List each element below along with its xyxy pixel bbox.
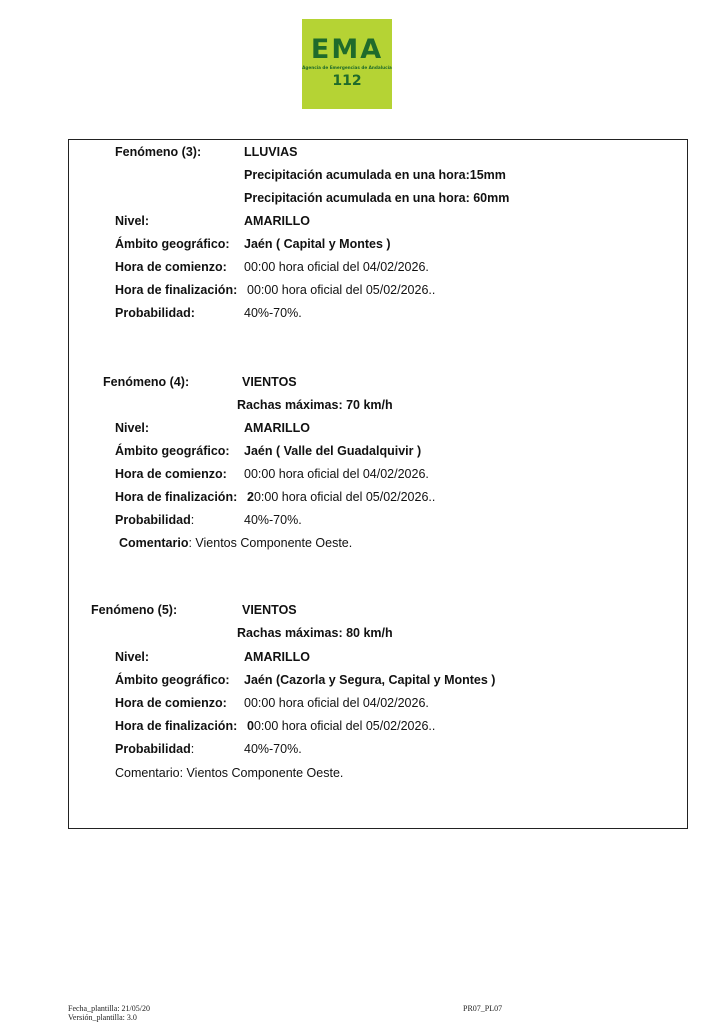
f4-prob-label: Probabilidad <box>115 513 191 527</box>
f3-prob: 40%-70%. <box>244 306 302 320</box>
logo-number: 112 <box>332 73 362 89</box>
f5-fin-label: Hora de finalización: <box>115 719 238 733</box>
f5-comienzo-label: Hora de comienzo: <box>115 696 227 710</box>
f3-detail-2: Precipitación acumulada en una hora: 60mm <box>244 191 510 205</box>
f4-label: Fenómeno (4): <box>103 375 190 389</box>
f4-comment-label: Comentario <box>119 536 189 550</box>
f4-comienzo: 00:00 hora oficial del 04/02/2026. <box>244 467 429 481</box>
f5-prob-label-wrap <box>115 742 194 757</box>
f4-nivel: AMARILLO <box>244 421 310 435</box>
f5-fin-bold: 0 <box>247 719 254 733</box>
f4-ambito: Jaén ( Valle del Guadalquivir ) <box>244 444 422 458</box>
f4-ambito-label: Ámbito geográfico: <box>115 444 230 458</box>
f4-value: VIENTOS <box>242 375 297 389</box>
f5-prob-colon: : <box>190 742 195 756</box>
f5-fin: 0:00 hora oficial del 05/02/2026.. <box>253 719 436 733</box>
f4-fin-bold: 2 <box>247 490 254 504</box>
f3-detail-1: Precipitación acumulada en una hora:15mm <box>244 168 506 182</box>
f4-fin-value <box>247 490 435 505</box>
f4-comment-text: : Vientos Componente Oeste. <box>188 536 353 550</box>
f4-prob-colon: : <box>190 513 195 527</box>
f5-detail-1: Rachas máximas: 80 km/h <box>237 626 393 640</box>
f3-ambito-label: Ámbito geográfico: <box>115 237 230 251</box>
f4-prob: 40%-70%. <box>244 513 302 527</box>
f5-prob: 40%-70%. <box>244 742 302 756</box>
f3-nivel-label: Nivel: <box>115 214 150 228</box>
f5-fin-value <box>247 719 435 734</box>
ema-logo <box>302 19 392 109</box>
f5-label: Fenómeno (5): <box>91 603 178 617</box>
f5-value: VIENTOS <box>242 603 297 617</box>
f3-comienzo: 00:00 hora oficial del 04/02/2026. <box>244 260 429 274</box>
f3-comienzo-label: Hora de comienzo: <box>115 260 227 274</box>
f3-value: LLUVIAS <box>244 145 298 159</box>
footer-version: Versión_plantilla: 3.0 <box>68 1013 137 1022</box>
f5-ambito-label: Ámbito geográfico: <box>115 673 230 687</box>
f5-comienzo: 00:00 hora oficial del 04/02/2026. <box>244 696 429 710</box>
f4-comienzo-label: Hora de comienzo: <box>115 467 227 481</box>
f5-prob-label: Probabilidad <box>115 742 191 756</box>
f3-fin-label: Hora de finalización: <box>115 283 238 297</box>
f5-ambito: Jaén (Cazorla y Segura, Capital y Montes ) <box>244 673 496 687</box>
f4-nivel-label: Nivel: <box>115 421 150 435</box>
f4-comment <box>119 536 352 551</box>
f4-fin-label: Hora de finalización: <box>115 490 238 504</box>
f5-comment: Comentario: Vientos Componente Oeste. <box>115 766 344 780</box>
f4-fin: 0:00 hora oficial del 05/02/2026.. <box>253 490 436 504</box>
f5-nivel: AMARILLO <box>244 650 310 664</box>
f4-detail-1: Rachas máximas: 70 km/h <box>237 398 393 412</box>
footer-fecha: Fecha_plantilla: 21/05/20 <box>68 1004 150 1013</box>
f3-prob-label: Probabilidad: <box>115 306 195 320</box>
footer-code: PR07_PL07 <box>463 1004 503 1013</box>
f3-nivel: AMARILLO <box>244 214 310 228</box>
logo-subtitle: Agencia de Emergencias de Andalucía <box>302 65 392 70</box>
f5-nivel-label: Nivel: <box>115 650 150 664</box>
f3-ambito: Jaén ( Capital y Montes ) <box>244 237 391 251</box>
alert-box <box>68 139 688 829</box>
f3-fin: 00:00 hora oficial del 05/02/2026.. <box>247 283 436 297</box>
logo-name: EMA <box>310 34 384 65</box>
f4-prob-label-wrap <box>115 513 194 528</box>
f3-label: Fenómeno (3): <box>115 145 202 159</box>
